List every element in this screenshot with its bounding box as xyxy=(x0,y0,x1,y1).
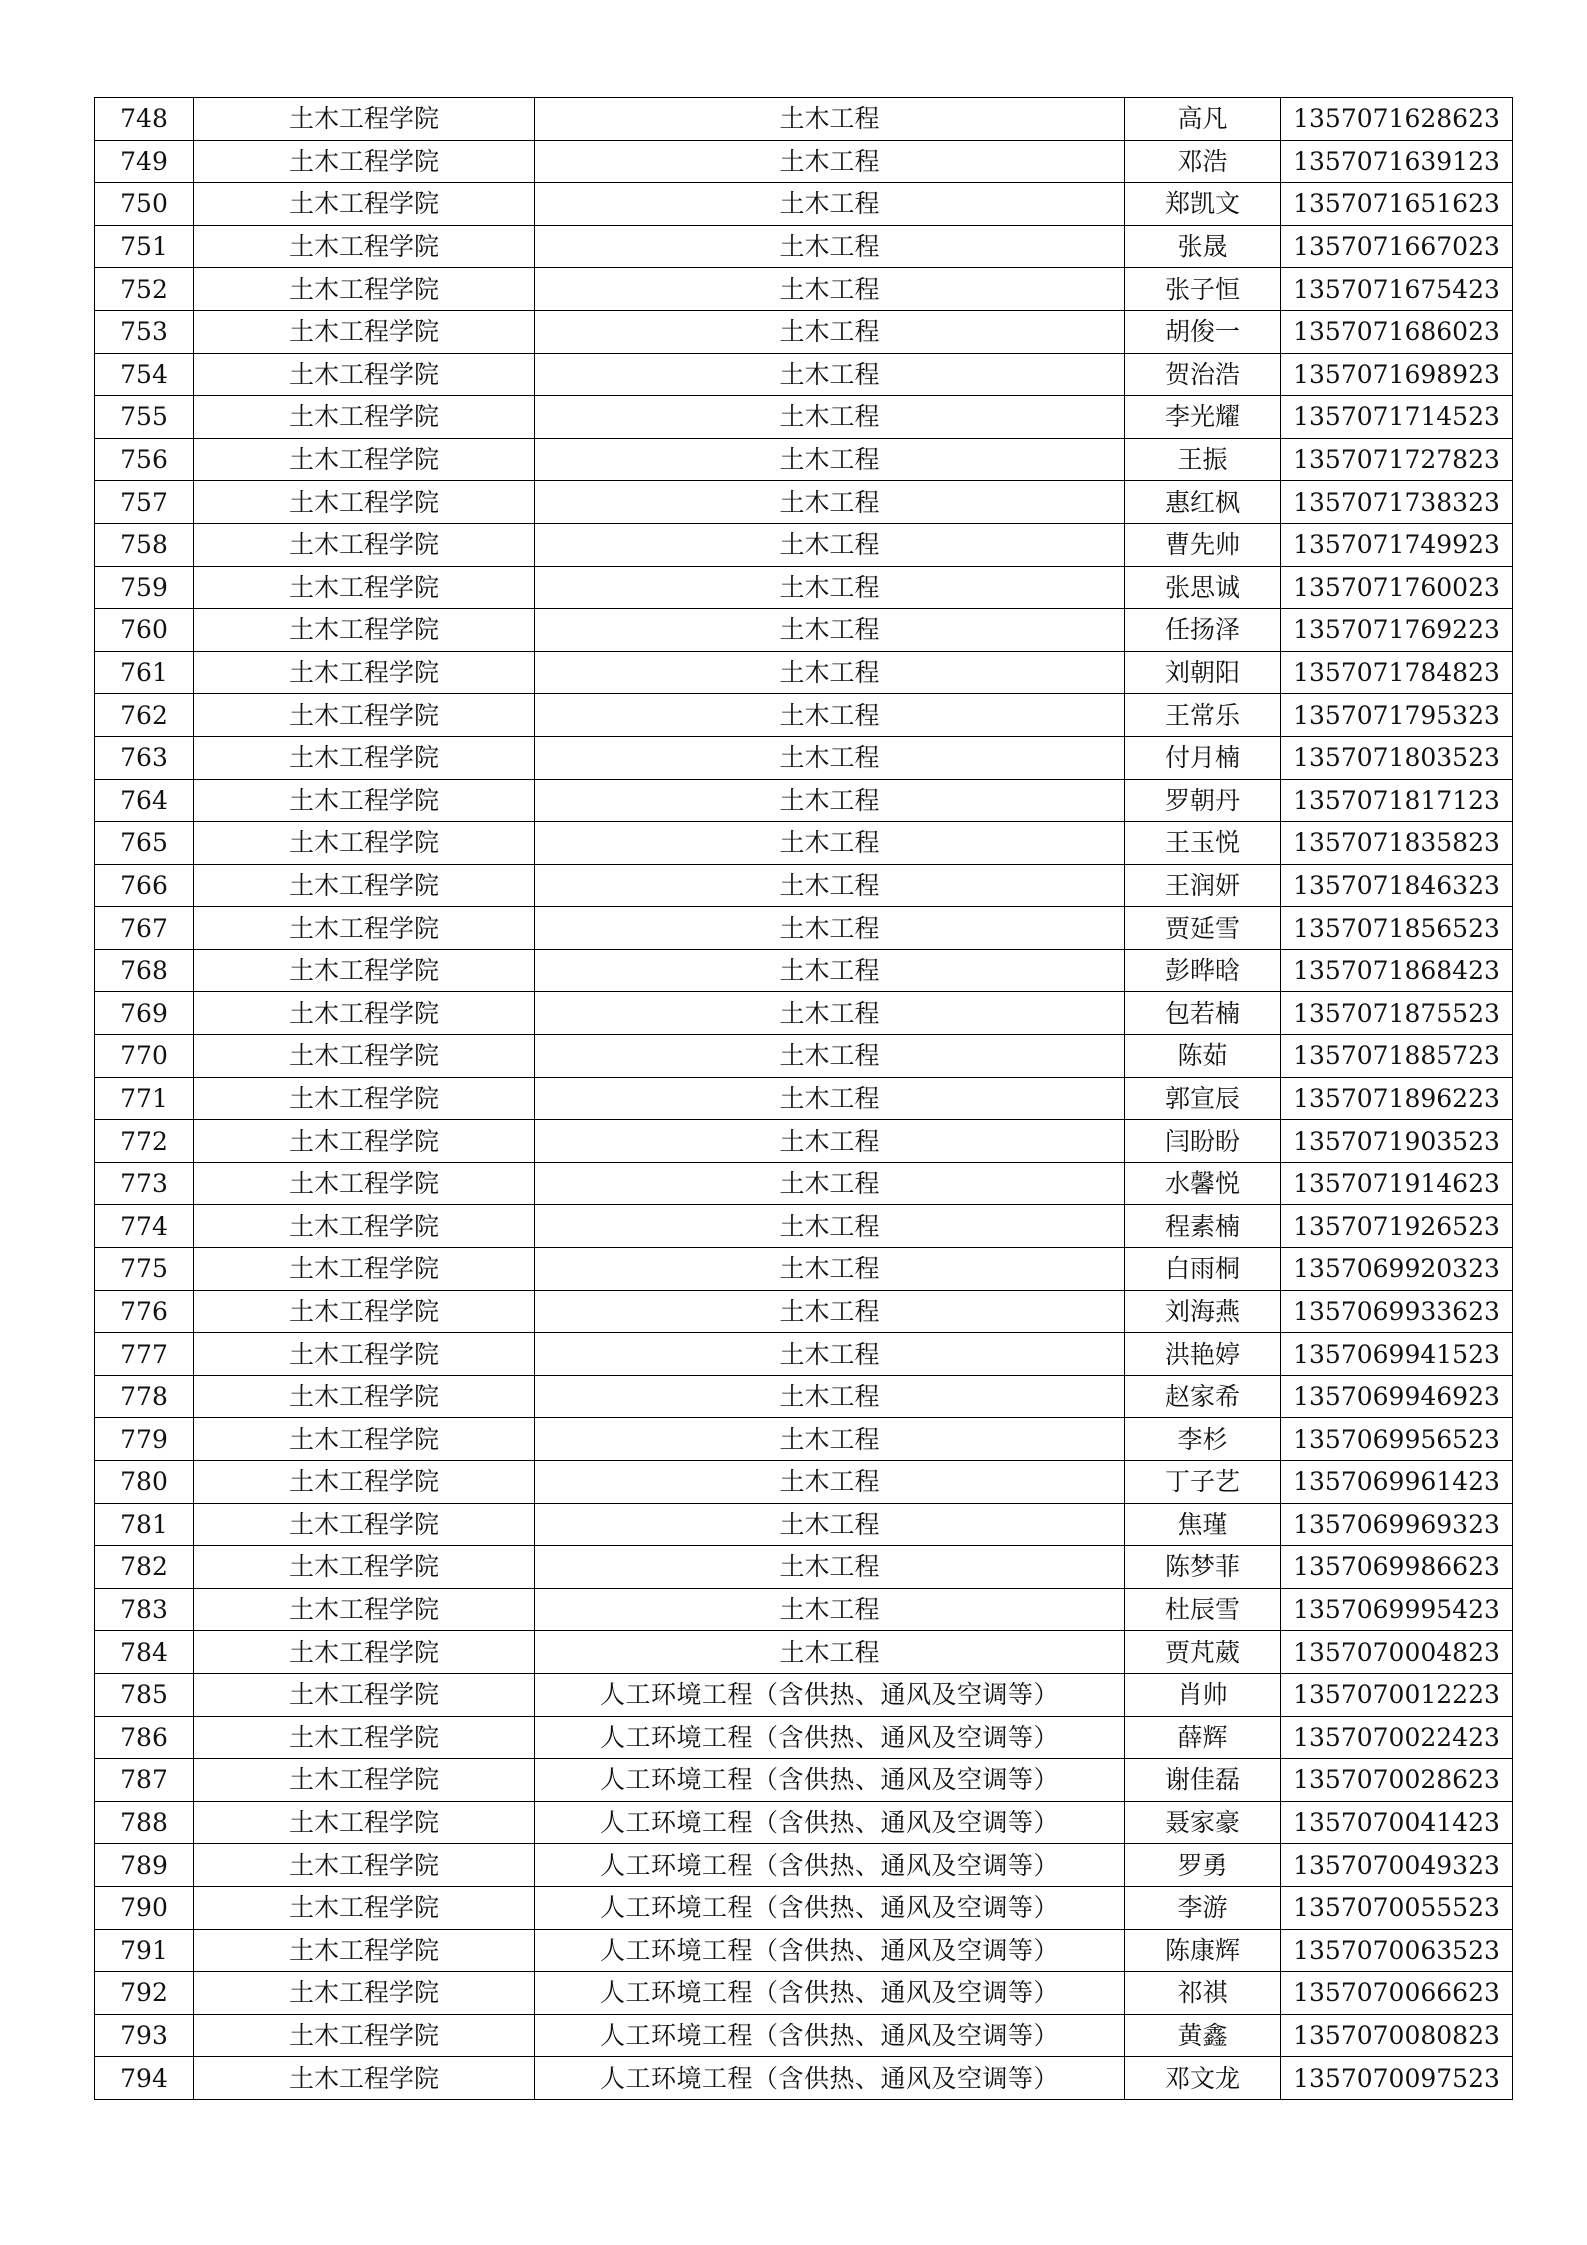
major-cell: 土木工程 xyxy=(535,268,1125,311)
table-row xyxy=(95,1801,1513,1844)
major-cell: 人工环境工程（含供热、通风及空调等） xyxy=(535,1759,1125,1802)
student-name: 谢佳磊 xyxy=(1125,1759,1281,1802)
exam-id: 1357071817123 xyxy=(1281,779,1513,822)
exam-id: 1357071628623 xyxy=(1281,98,1513,141)
student-name: 任扬泽 xyxy=(1125,609,1281,652)
table-row xyxy=(95,268,1513,311)
major-cell: 土木工程 xyxy=(535,1290,1125,1333)
row-number: 752 xyxy=(95,268,194,311)
row-number: 753 xyxy=(95,310,194,353)
table-row xyxy=(95,1929,1513,1972)
major-cell: 土木工程 xyxy=(535,1631,1125,1674)
major-cell: 土木工程 xyxy=(535,1375,1125,1418)
exam-id: 1357070097523 xyxy=(1281,2057,1513,2100)
student-name: 李光耀 xyxy=(1125,396,1281,439)
college-cell: 土木工程学院 xyxy=(194,992,535,1035)
table-row xyxy=(95,2014,1513,2057)
exam-id: 1357071667023 xyxy=(1281,225,1513,268)
college-cell: 土木工程学院 xyxy=(194,1801,535,1844)
exam-id: 1357070004823 xyxy=(1281,1631,1513,1674)
row-number: 775 xyxy=(95,1248,194,1291)
major-cell: 土木工程 xyxy=(535,1205,1125,1248)
table-row xyxy=(95,1886,1513,1929)
college-cell: 土木工程学院 xyxy=(194,1886,535,1929)
college-cell: 土木工程学院 xyxy=(194,1972,535,2015)
major-cell: 人工环境工程（含供热、通风及空调等） xyxy=(535,2014,1125,2057)
college-cell: 土木工程学院 xyxy=(194,1588,535,1631)
row-number: 793 xyxy=(95,2014,194,2057)
exam-id: 1357071875523 xyxy=(1281,992,1513,1035)
exam-id: 1357070049323 xyxy=(1281,1844,1513,1887)
row-number: 768 xyxy=(95,949,194,992)
row-number: 770 xyxy=(95,1035,194,1078)
table-row xyxy=(95,481,1513,524)
major-cell: 土木工程 xyxy=(535,310,1125,353)
student-name: 胡俊一 xyxy=(1125,310,1281,353)
college-cell: 土木工程学院 xyxy=(194,2057,535,2100)
table-row xyxy=(95,1162,1513,1205)
major-cell: 土木工程 xyxy=(535,779,1125,822)
major-cell: 土木工程 xyxy=(535,907,1125,950)
student-name: 陈康辉 xyxy=(1125,1929,1281,1972)
college-cell: 土木工程学院 xyxy=(194,225,535,268)
student-name: 罗朝丹 xyxy=(1125,779,1281,822)
student-name: 贺治浩 xyxy=(1125,353,1281,396)
exam-id: 1357069920323 xyxy=(1281,1248,1513,1291)
exam-id: 1357070066623 xyxy=(1281,1972,1513,2015)
college-cell: 土木工程学院 xyxy=(194,949,535,992)
student-name: 薛辉 xyxy=(1125,1716,1281,1759)
college-cell: 土木工程学院 xyxy=(194,1673,535,1716)
student-name: 祁祺 xyxy=(1125,1972,1281,2015)
table-row xyxy=(95,523,1513,566)
major-cell: 土木工程 xyxy=(535,736,1125,779)
row-number: 773 xyxy=(95,1162,194,1205)
exam-id: 1357071651623 xyxy=(1281,183,1513,226)
exam-id: 1357071856523 xyxy=(1281,907,1513,950)
row-number: 765 xyxy=(95,822,194,865)
student-name: 张思诚 xyxy=(1125,566,1281,609)
row-number: 756 xyxy=(95,438,194,481)
major-cell: 土木工程 xyxy=(535,1588,1125,1631)
college-cell: 土木工程学院 xyxy=(194,523,535,566)
major-cell: 土木工程 xyxy=(535,438,1125,481)
row-number: 785 xyxy=(95,1673,194,1716)
major-cell: 人工环境工程（含供热、通风及空调等） xyxy=(535,1844,1125,1887)
student-name: 高凡 xyxy=(1125,98,1281,141)
table-row xyxy=(95,1631,1513,1674)
exam-id: 1357070022423 xyxy=(1281,1716,1513,1759)
college-cell: 土木工程学院 xyxy=(194,268,535,311)
major-cell: 人工环境工程（含供热、通风及空调等） xyxy=(535,1801,1125,1844)
college-cell: 土木工程学院 xyxy=(194,907,535,950)
exam-id: 1357070012223 xyxy=(1281,1673,1513,1716)
table-row xyxy=(95,98,1513,141)
college-cell: 土木工程学院 xyxy=(194,736,535,779)
table-row xyxy=(95,1972,1513,2015)
college-cell: 土木工程学院 xyxy=(194,1248,535,1291)
row-number: 791 xyxy=(95,1929,194,1972)
major-cell: 土木工程 xyxy=(535,523,1125,566)
major-cell: 土木工程 xyxy=(535,481,1125,524)
row-number: 784 xyxy=(95,1631,194,1674)
table-row xyxy=(95,1546,1513,1589)
table-row xyxy=(95,1375,1513,1418)
row-number: 778 xyxy=(95,1375,194,1418)
student-name: 包若楠 xyxy=(1125,992,1281,1035)
exam-id: 1357071769223 xyxy=(1281,609,1513,652)
college-cell: 土木工程学院 xyxy=(194,1418,535,1461)
exam-id: 1357071868423 xyxy=(1281,949,1513,992)
table-row xyxy=(95,1844,1513,1887)
student-name: 赵家希 xyxy=(1125,1375,1281,1418)
exam-id: 1357071803523 xyxy=(1281,736,1513,779)
row-number: 757 xyxy=(95,481,194,524)
row-number: 781 xyxy=(95,1503,194,1546)
exam-id: 1357071675423 xyxy=(1281,268,1513,311)
major-cell: 土木工程 xyxy=(535,1120,1125,1163)
row-number: 748 xyxy=(95,98,194,141)
college-cell: 土木工程学院 xyxy=(194,566,535,609)
college-cell: 土木工程学院 xyxy=(194,694,535,737)
table-row xyxy=(95,736,1513,779)
exam-id: 1357070028623 xyxy=(1281,1759,1513,1802)
major-cell: 土木工程 xyxy=(535,1418,1125,1461)
student-name: 惠红枫 xyxy=(1125,481,1281,524)
major-cell: 土木工程 xyxy=(535,140,1125,183)
exam-id: 1357069946923 xyxy=(1281,1375,1513,1418)
major-cell: 土木工程 xyxy=(535,1077,1125,1120)
major-cell: 土木工程 xyxy=(535,98,1125,141)
college-cell: 土木工程学院 xyxy=(194,1759,535,1802)
college-cell: 土木工程学院 xyxy=(194,1035,535,1078)
row-number: 761 xyxy=(95,651,194,694)
exam-id: 1357071896223 xyxy=(1281,1077,1513,1120)
exam-id: 1357071698923 xyxy=(1281,353,1513,396)
student-name: 张子恒 xyxy=(1125,268,1281,311)
student-name: 陈茹 xyxy=(1125,1035,1281,1078)
major-cell: 人工环境工程（含供热、通风及空调等） xyxy=(535,1716,1125,1759)
college-cell: 土木工程学院 xyxy=(194,1290,535,1333)
student-name: 洪艳婷 xyxy=(1125,1333,1281,1376)
college-cell: 土木工程学院 xyxy=(194,779,535,822)
major-cell: 土木工程 xyxy=(535,1162,1125,1205)
row-number: 792 xyxy=(95,1972,194,2015)
row-number: 759 xyxy=(95,566,194,609)
major-cell: 土木工程 xyxy=(535,1546,1125,1589)
college-cell: 土木工程学院 xyxy=(194,1375,535,1418)
table-row xyxy=(95,1248,1513,1291)
table-row xyxy=(95,140,1513,183)
exam-id: 1357069941523 xyxy=(1281,1333,1513,1376)
table-row xyxy=(95,1503,1513,1546)
student-name: 白雨桐 xyxy=(1125,1248,1281,1291)
row-number: 794 xyxy=(95,2057,194,2100)
major-cell: 土木工程 xyxy=(535,992,1125,1035)
table-row xyxy=(95,1290,1513,1333)
roster-table xyxy=(94,97,1513,2100)
table-row xyxy=(95,1205,1513,1248)
exam-id: 1357071639123 xyxy=(1281,140,1513,183)
table-row xyxy=(95,992,1513,1035)
exam-id: 1357071760023 xyxy=(1281,566,1513,609)
table-row xyxy=(95,1588,1513,1631)
student-name: 肖帅 xyxy=(1125,1673,1281,1716)
table-row xyxy=(95,2057,1513,2100)
college-cell: 土木工程学院 xyxy=(194,140,535,183)
major-cell: 土木工程 xyxy=(535,396,1125,439)
exam-id: 1357071784823 xyxy=(1281,651,1513,694)
student-name: 聂家豪 xyxy=(1125,1801,1281,1844)
row-number: 762 xyxy=(95,694,194,737)
row-number: 772 xyxy=(95,1120,194,1163)
student-name: 刘海燕 xyxy=(1125,1290,1281,1333)
student-name: 闫盼盼 xyxy=(1125,1120,1281,1163)
row-number: 754 xyxy=(95,353,194,396)
college-cell: 土木工程学院 xyxy=(194,310,535,353)
college-cell: 土木工程学院 xyxy=(194,1929,535,1972)
student-name: 贾芃葳 xyxy=(1125,1631,1281,1674)
student-name: 刘朝阳 xyxy=(1125,651,1281,694)
exam-id: 1357071795323 xyxy=(1281,694,1513,737)
student-name: 付月楠 xyxy=(1125,736,1281,779)
table-row xyxy=(95,907,1513,950)
major-cell: 土木工程 xyxy=(535,864,1125,907)
table-row xyxy=(95,609,1513,652)
row-number: 777 xyxy=(95,1333,194,1376)
student-name: 罗勇 xyxy=(1125,1844,1281,1887)
row-number: 767 xyxy=(95,907,194,950)
table-row xyxy=(95,183,1513,226)
exam-id: 1357071846323 xyxy=(1281,864,1513,907)
row-number: 750 xyxy=(95,183,194,226)
row-number: 755 xyxy=(95,396,194,439)
roster-sheet xyxy=(94,97,1513,2100)
student-name: 邓浩 xyxy=(1125,140,1281,183)
major-cell: 人工环境工程（含供热、通风及空调等） xyxy=(535,1972,1125,2015)
college-cell: 土木工程学院 xyxy=(194,1844,535,1887)
college-cell: 土木工程学院 xyxy=(194,98,535,141)
table-row xyxy=(95,1333,1513,1376)
table-row xyxy=(95,1418,1513,1461)
college-cell: 土木工程学院 xyxy=(194,1631,535,1674)
major-cell: 土木工程 xyxy=(535,1035,1125,1078)
table-row xyxy=(95,1120,1513,1163)
exam-id: 1357069995423 xyxy=(1281,1588,1513,1631)
row-number: 763 xyxy=(95,736,194,779)
row-number: 783 xyxy=(95,1588,194,1631)
college-cell: 土木工程学院 xyxy=(194,609,535,652)
table-row xyxy=(95,1716,1513,1759)
row-number: 766 xyxy=(95,864,194,907)
student-name: 丁子艺 xyxy=(1125,1461,1281,1504)
college-cell: 土木工程学院 xyxy=(194,1333,535,1376)
table-row xyxy=(95,949,1513,992)
major-cell: 土木工程 xyxy=(535,1333,1125,1376)
student-name: 黄鑫 xyxy=(1125,2014,1281,2057)
student-name: 杜辰雪 xyxy=(1125,1588,1281,1631)
student-name: 李游 xyxy=(1125,1886,1281,1929)
table-row xyxy=(95,694,1513,737)
exam-id: 1357071727823 xyxy=(1281,438,1513,481)
student-name: 王玉悦 xyxy=(1125,822,1281,865)
major-cell: 土木工程 xyxy=(535,1248,1125,1291)
row-number: 786 xyxy=(95,1716,194,1759)
row-number: 751 xyxy=(95,225,194,268)
exam-id: 1357071835823 xyxy=(1281,822,1513,865)
table-row xyxy=(95,864,1513,907)
row-number: 760 xyxy=(95,609,194,652)
table-row xyxy=(95,651,1513,694)
major-cell: 人工环境工程（含供热、通风及空调等） xyxy=(535,1929,1125,1972)
table-row xyxy=(95,1759,1513,1802)
college-cell: 土木工程学院 xyxy=(194,1162,535,1205)
exam-id: 1357069969323 xyxy=(1281,1503,1513,1546)
exam-id: 1357070055523 xyxy=(1281,1886,1513,1929)
college-cell: 土木工程学院 xyxy=(194,438,535,481)
student-name: 王常乐 xyxy=(1125,694,1281,737)
college-cell: 土木工程学院 xyxy=(194,1120,535,1163)
major-cell: 土木工程 xyxy=(535,949,1125,992)
college-cell: 土木工程学院 xyxy=(194,2014,535,2057)
student-name: 陈梦菲 xyxy=(1125,1546,1281,1589)
college-cell: 土木工程学院 xyxy=(194,1716,535,1759)
exam-id: 1357070063523 xyxy=(1281,1929,1513,1972)
major-cell: 土木工程 xyxy=(535,694,1125,737)
college-cell: 土木工程学院 xyxy=(194,822,535,865)
college-cell: 土木工程学院 xyxy=(194,651,535,694)
row-number: 787 xyxy=(95,1759,194,1802)
student-name: 郑凯文 xyxy=(1125,183,1281,226)
table-row xyxy=(95,225,1513,268)
student-name: 焦瑾 xyxy=(1125,1503,1281,1546)
row-number: 771 xyxy=(95,1077,194,1120)
college-cell: 土木工程学院 xyxy=(194,1077,535,1120)
exam-id: 1357070080823 xyxy=(1281,2014,1513,2057)
table-row xyxy=(95,1035,1513,1078)
student-name: 张晟 xyxy=(1125,225,1281,268)
college-cell: 土木工程学院 xyxy=(194,481,535,524)
row-number: 764 xyxy=(95,779,194,822)
major-cell: 人工环境工程（含供热、通风及空调等） xyxy=(535,1673,1125,1716)
college-cell: 土木工程学院 xyxy=(194,1205,535,1248)
row-number: 776 xyxy=(95,1290,194,1333)
college-cell: 土木工程学院 xyxy=(194,1461,535,1504)
exam-id: 1357069961423 xyxy=(1281,1461,1513,1504)
row-number: 758 xyxy=(95,523,194,566)
college-cell: 土木工程学院 xyxy=(194,353,535,396)
student-name: 王润妍 xyxy=(1125,864,1281,907)
exam-id: 1357071714523 xyxy=(1281,396,1513,439)
exam-id: 1357069956523 xyxy=(1281,1418,1513,1461)
exam-id: 1357071914623 xyxy=(1281,1162,1513,1205)
exam-id: 1357071885723 xyxy=(1281,1035,1513,1078)
table-row xyxy=(95,310,1513,353)
exam-id: 1357070041423 xyxy=(1281,1801,1513,1844)
college-cell: 土木工程学院 xyxy=(194,183,535,226)
row-number: 769 xyxy=(95,992,194,1035)
table-row xyxy=(95,1077,1513,1120)
student-name: 李杉 xyxy=(1125,1418,1281,1461)
row-number: 749 xyxy=(95,140,194,183)
major-cell: 土木工程 xyxy=(535,566,1125,609)
major-cell: 土木工程 xyxy=(535,1503,1125,1546)
table-row xyxy=(95,779,1513,822)
table-row xyxy=(95,353,1513,396)
exam-id: 1357071926523 xyxy=(1281,1205,1513,1248)
exam-id: 1357071903523 xyxy=(1281,1120,1513,1163)
exam-id: 1357071738323 xyxy=(1281,481,1513,524)
student-name: 贾延雪 xyxy=(1125,907,1281,950)
major-cell: 土木工程 xyxy=(535,353,1125,396)
student-name: 曹先帅 xyxy=(1125,523,1281,566)
row-number: 782 xyxy=(95,1546,194,1589)
row-number: 788 xyxy=(95,1801,194,1844)
row-number: 789 xyxy=(95,1844,194,1887)
student-name: 彭晔晗 xyxy=(1125,949,1281,992)
college-cell: 土木工程学院 xyxy=(194,864,535,907)
college-cell: 土木工程学院 xyxy=(194,1546,535,1589)
row-number: 790 xyxy=(95,1886,194,1929)
exam-id: 1357071749923 xyxy=(1281,523,1513,566)
row-number: 780 xyxy=(95,1461,194,1504)
table-row xyxy=(95,438,1513,481)
student-name: 水馨悦 xyxy=(1125,1162,1281,1205)
student-name: 王振 xyxy=(1125,438,1281,481)
exam-id: 1357069933623 xyxy=(1281,1290,1513,1333)
table-row xyxy=(95,566,1513,609)
major-cell: 人工环境工程（含供热、通风及空调等） xyxy=(535,2057,1125,2100)
college-cell: 土木工程学院 xyxy=(194,396,535,439)
student-name: 郭宣辰 xyxy=(1125,1077,1281,1120)
table-row xyxy=(95,1461,1513,1504)
major-cell: 人工环境工程（含供热、通风及空调等） xyxy=(535,1886,1125,1929)
table-row xyxy=(95,1673,1513,1716)
exam-id: 1357071686023 xyxy=(1281,310,1513,353)
exam-id: 1357069986623 xyxy=(1281,1546,1513,1589)
row-number: 779 xyxy=(95,1418,194,1461)
roster-body xyxy=(95,98,1513,2100)
student-name: 程素楠 xyxy=(1125,1205,1281,1248)
major-cell: 土木工程 xyxy=(535,651,1125,694)
major-cell: 土木工程 xyxy=(535,1461,1125,1504)
college-cell: 土木工程学院 xyxy=(194,1503,535,1546)
table-row xyxy=(95,396,1513,439)
student-name: 邓文龙 xyxy=(1125,2057,1281,2100)
major-cell: 土木工程 xyxy=(535,609,1125,652)
table-row xyxy=(95,822,1513,865)
major-cell: 土木工程 xyxy=(535,183,1125,226)
row-number: 774 xyxy=(95,1205,194,1248)
major-cell: 土木工程 xyxy=(535,822,1125,865)
major-cell: 土木工程 xyxy=(535,225,1125,268)
